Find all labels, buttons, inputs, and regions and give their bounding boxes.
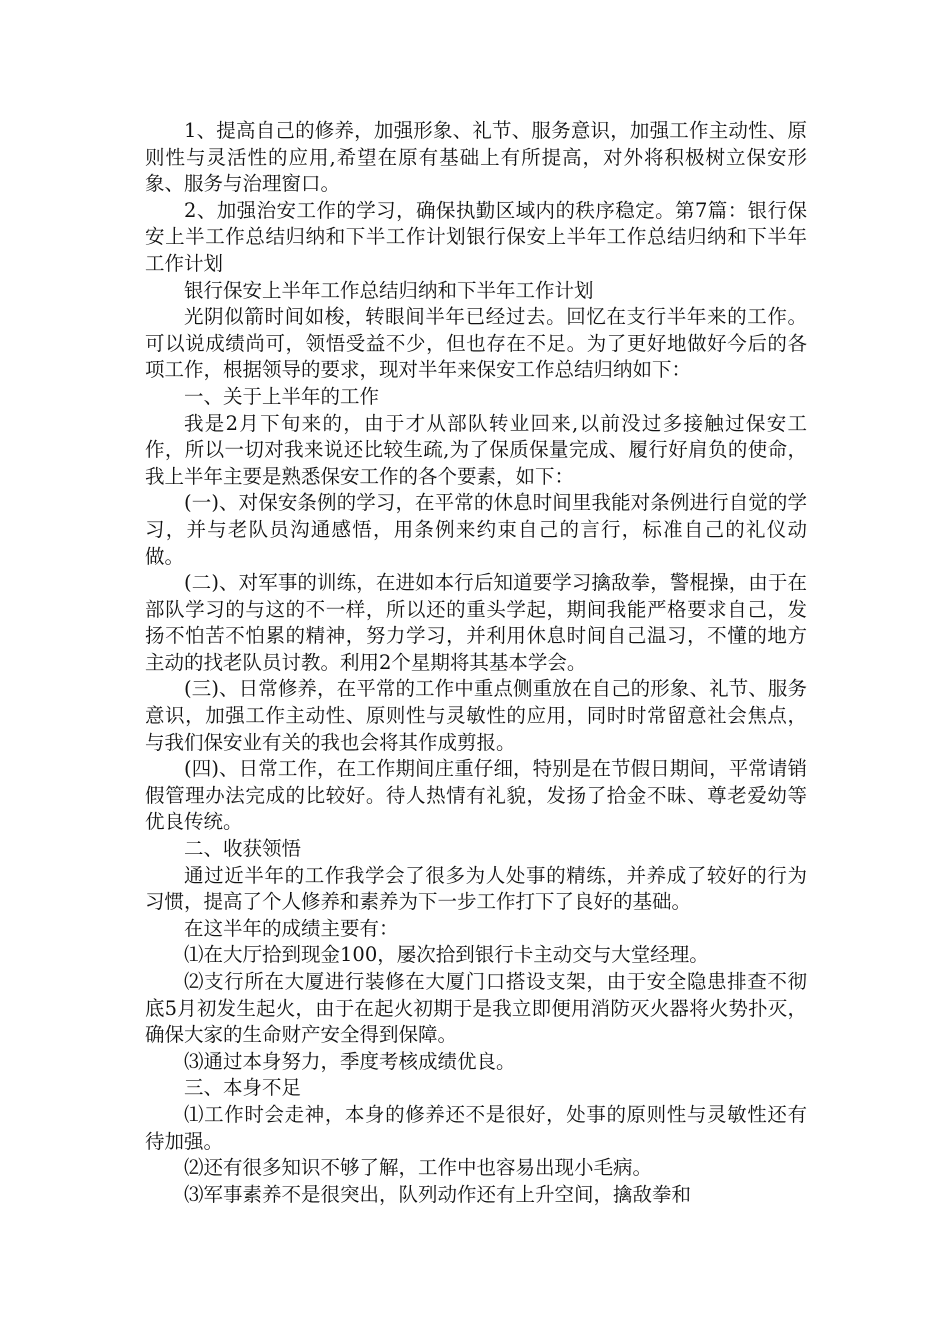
section-title: 银行保安上半年工作总结归纳和下半年工作计划 (184, 278, 594, 302)
paragraph: (二)、对军事的训练，在进如本行后知道要学习擒敌拳，警棍操，由于在部队学习的与这的不一样，所以还的重头学起，期间我能严格要求自己，发扬不怕苦不怕累的精神，努力学习，并利用休息时间自己温习，不懂的地方主动的找老队员讨教。利用2个星期将其基本学会。 (145, 571, 807, 674)
section-heading: 三、本身不足 (184, 1076, 302, 1100)
section-heading: 二、收获领悟 (184, 837, 302, 861)
list-item: ⑵支行所在大厦进行装修在大厦门口搭设支架，由于安全隐患排查不彻底5月初发生起火，由于在起火初期于是我立即便用消防灭火器将火势扑灭，确保大家的生命财产安全得到保障。 (145, 970, 807, 1047)
section-heading: 一、关于上半年的工作 (184, 384, 380, 408)
list-item: ⑶通过本身努力，季度考核成绩优良。 (184, 1049, 516, 1073)
paragraph: (一)、对保安条例的学习，在平常的休息时间里我能对条例进行自觉的学习，并与老队员沟通感悟，用条例来约束自己的言行，标准自己的礼仪动做。 (145, 491, 807, 568)
paragraph: 2、加强治安工作的学习，确保执勤区域内的秩序稳定。第7篇：银行保安上半工作总结归纳和下半工作计划银行保安上半年工作总结归纳和下半年工作计划 (145, 198, 807, 275)
list-item: ⑴在大厅拾到现金100，屡次拾到银行卡主动交与大堂经理。 (184, 943, 709, 967)
paragraph: (四)、日常工作，在工作期间庄重仔细，特别是在节假日期间，平常请销假管理办法完成的比较好。待人热情有礼貌，发扬了拾金不昧、尊老爱幼等优良传统。 (145, 757, 807, 834)
document-body (145, 118, 807, 1208)
list-item: ⑴工作时会走神，本身的修养还不是很好，处事的原则性与灵敏性还有待加强。 (145, 1102, 807, 1153)
paragraph: (三)、日常修养，在平常的工作中重点侧重放在自己的形象、礼节、服务意识，加强工作主动性、原则性与灵敏性的应用，同时时常留意社会焦点，与我们保安业有关的我也会将其作成剪报。 (145, 677, 807, 754)
paragraph: 我是2月下旬来的，由于才从部队转业回来,以前没过多接触过保安工作，所以一切对我来说还比较生疏,为了保质保量完成、履行好肩负的使命，我上半年主要是熟悉保安工作的各个要素，如下： (145, 411, 807, 488)
paragraph: 在这半年的成绩主要有： (184, 916, 399, 940)
paragraph: 1、提高自己的修养，加强形象、礼节、服务意识，加强工作主动性、原则性与灵活性的应用,希望在原有基础上有所提高，对外将积极树立保安形象、服务与治理窗口。 (145, 119, 807, 196)
paragraph: 光阴似箭时间如梭，转眼间半年已经过去。回忆在支行半年来的工作。可以说成绩尚可，领悟受益不少，但也存在不足。为了更好地做好今后的各项工作，根据领导的要求，现对半年来保安工作总结归纳如下： (145, 305, 807, 382)
list-item: ⑶军事素养不是很突出，队列动作还有上升空间，擒敌拳和 (184, 1182, 692, 1206)
paragraph: 通过近半年的工作我学会了很多为人处事的精练，并养成了较好的行为习惯，提高了个人修养和素养为下一步工作打下了良好的基础。 (145, 863, 807, 914)
list-item: ⑵还有很多知识不够了解，工作中也容易出现小毛病。 (184, 1156, 653, 1180)
